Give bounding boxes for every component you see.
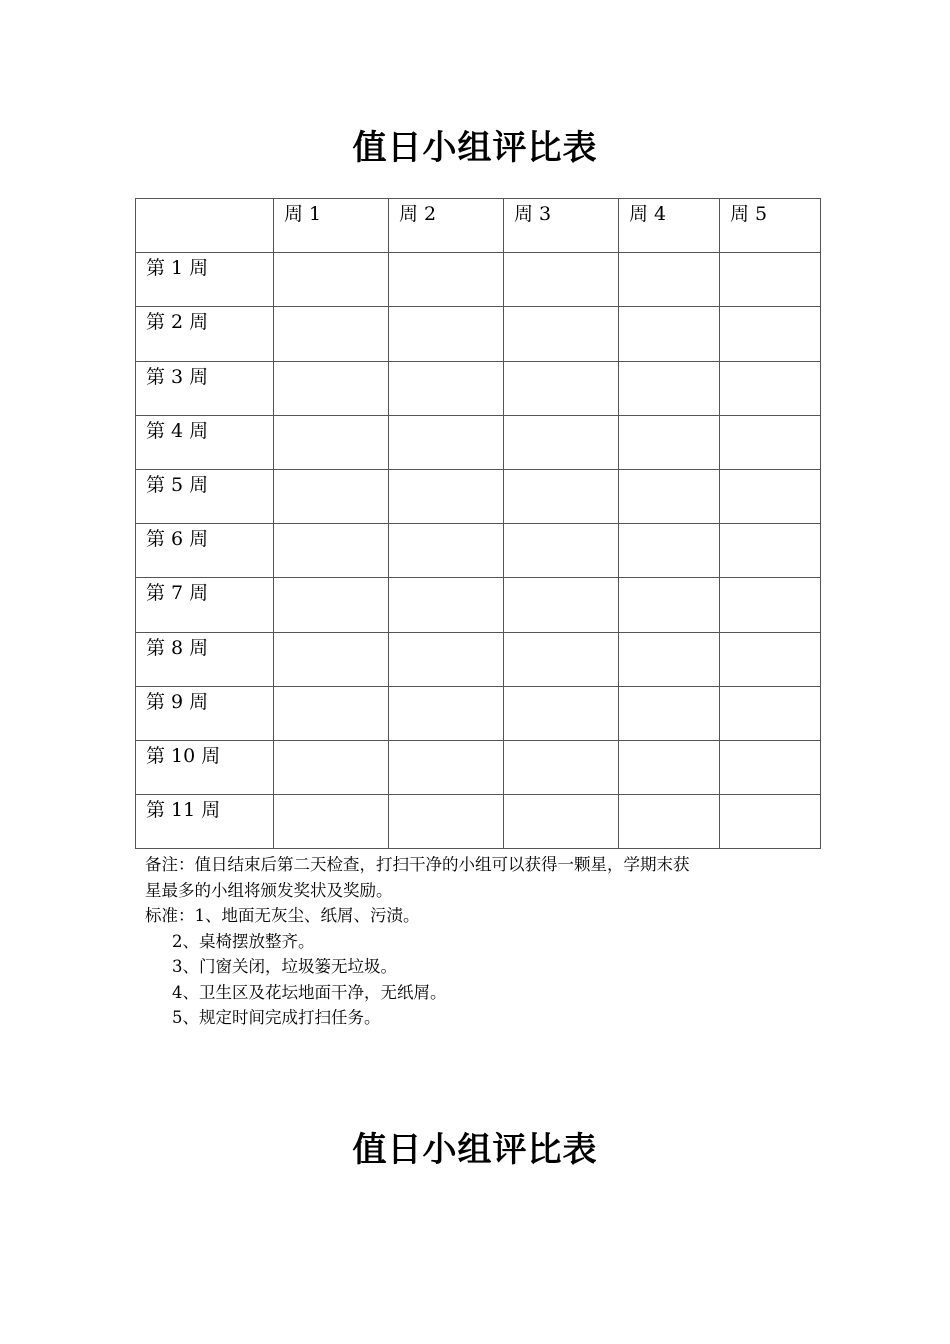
row-label-week: 第 5 周 [136, 469, 274, 523]
score-cell[interactable] [274, 361, 389, 415]
row-label-week: 第 3 周 [136, 361, 274, 415]
score-cell[interactable] [389, 686, 504, 740]
score-cell[interactable] [389, 253, 504, 307]
page-title-repeat: 值日小组评比表 [352, 1130, 598, 1170]
standard-item: 2、桌椅摆放整齐。 [172, 931, 315, 951]
score-cell[interactable] [389, 361, 504, 415]
score-cell[interactable] [720, 469, 821, 523]
score-cell[interactable] [274, 578, 389, 632]
table-row [136, 524, 821, 578]
table-row [136, 632, 821, 686]
score-cell[interactable] [619, 740, 720, 794]
score-cell[interactable] [720, 795, 821, 849]
score-cell[interactable] [274, 632, 389, 686]
row-label-week: 第 2 周 [136, 307, 274, 361]
remark-line: 星最多的小组将颁发奖状及奖励。 [145, 880, 393, 900]
table-row [136, 415, 821, 469]
score-cell[interactable] [274, 740, 389, 794]
row-label-week: 第 10 周 [136, 740, 274, 794]
score-cell[interactable] [504, 307, 619, 361]
score-cell[interactable] [619, 795, 720, 849]
score-cell[interactable] [504, 469, 619, 523]
score-cell[interactable] [389, 415, 504, 469]
score-cell[interactable] [274, 307, 389, 361]
score-cell[interactable] [720, 524, 821, 578]
page-title: 值日小组评比表 [352, 128, 598, 168]
notes-section [145, 852, 785, 1031]
score-cell[interactable] [504, 740, 619, 794]
score-cell[interactable] [274, 253, 389, 307]
score-cell[interactable] [504, 253, 619, 307]
score-cell[interactable] [504, 415, 619, 469]
score-cell[interactable] [274, 524, 389, 578]
table-row [136, 578, 821, 632]
score-cell[interactable] [720, 578, 821, 632]
column-header-day-1: 周 1 [274, 199, 389, 253]
table-header-row [136, 199, 821, 253]
column-header-day-4: 周 4 [619, 199, 720, 253]
score-cell[interactable] [389, 307, 504, 361]
score-cell[interactable] [619, 578, 720, 632]
table-row [136, 469, 821, 523]
score-cell[interactable] [619, 253, 720, 307]
column-header-day-2: 周 2 [389, 199, 504, 253]
score-cell[interactable] [389, 632, 504, 686]
score-cell[interactable] [274, 469, 389, 523]
score-cell[interactable] [619, 361, 720, 415]
table-row [136, 361, 821, 415]
score-cell[interactable] [619, 632, 720, 686]
score-cell[interactable] [720, 361, 821, 415]
score-cell[interactable] [619, 686, 720, 740]
column-header-day-3: 周 3 [504, 199, 619, 253]
evaluation-table [135, 198, 821, 849]
score-cell[interactable] [720, 253, 821, 307]
table-row [136, 253, 821, 307]
table-row [136, 740, 821, 794]
column-header-day-5: 周 5 [720, 199, 821, 253]
table-row [136, 686, 821, 740]
score-cell[interactable] [274, 415, 389, 469]
score-cell[interactable] [619, 524, 720, 578]
row-label-week: 第 6 周 [136, 524, 274, 578]
standard-item: 标准：1、地面无灰尘、纸屑、污渍。 [145, 906, 420, 925]
row-label-week: 第 1 周 [136, 253, 274, 307]
score-cell[interactable] [720, 632, 821, 686]
score-cell[interactable] [389, 524, 504, 578]
standard-item: 5、规定时间完成打扫任务。 [172, 1008, 381, 1027]
score-cell[interactable] [389, 740, 504, 794]
table-row [136, 795, 821, 849]
score-cell[interactable] [274, 795, 389, 849]
row-label-week: 第 7 周 [136, 578, 274, 632]
score-cell[interactable] [274, 686, 389, 740]
score-cell[interactable] [720, 740, 821, 794]
score-cell[interactable] [389, 795, 504, 849]
row-label-week: 第 8 周 [136, 632, 274, 686]
row-label-week: 第 11 周 [136, 795, 274, 849]
score-cell[interactable] [619, 415, 720, 469]
score-cell[interactable] [504, 578, 619, 632]
score-cell[interactable] [504, 795, 619, 849]
table-row [136, 307, 821, 361]
score-cell[interactable] [389, 578, 504, 632]
standard-item: 3、门窗关闭，垃圾篓无垃圾。 [172, 957, 397, 976]
score-cell[interactable] [389, 469, 504, 523]
score-cell[interactable] [504, 361, 619, 415]
corner-cell [136, 199, 274, 253]
score-cell[interactable] [504, 524, 619, 578]
row-label-week: 第 9 周 [136, 686, 274, 740]
score-cell[interactable] [720, 686, 821, 740]
score-cell[interactable] [504, 632, 619, 686]
score-cell[interactable] [720, 307, 821, 361]
standard-item: 4、卫生区及花坛地面干净，无纸屑。 [172, 982, 447, 1002]
remark-line: 备注：值日结束后第二天检查，打扫干净的小组可以获得一颗星，学期末获 [145, 855, 690, 874]
score-cell[interactable] [619, 469, 720, 523]
score-cell[interactable] [504, 686, 619, 740]
row-label-week: 第 4 周 [136, 415, 274, 469]
score-cell[interactable] [720, 415, 821, 469]
score-cell[interactable] [619, 307, 720, 361]
